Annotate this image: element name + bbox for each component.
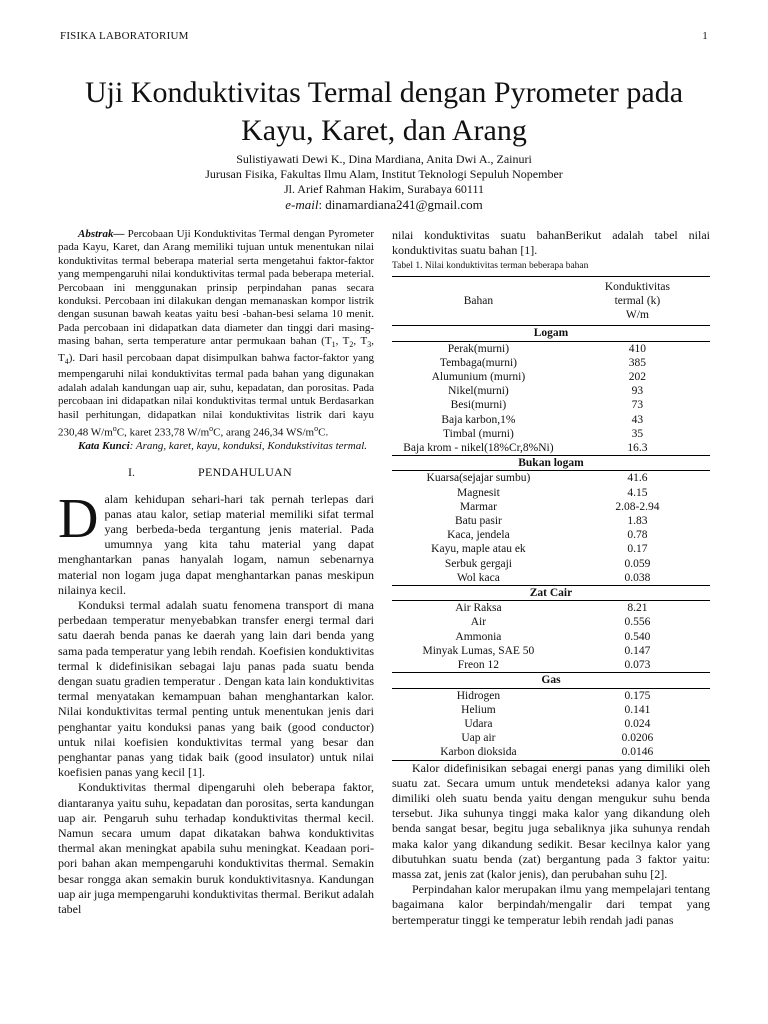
cell-bahan: Besi(murni) (450, 399, 507, 412)
paper-title (40, 74, 728, 150)
cell-konduktivitas: 73 (631, 399, 644, 412)
author-email-line (40, 197, 728, 213)
right-column (392, 228, 710, 928)
author-block (40, 152, 728, 213)
table-row (392, 398, 710, 412)
table-row (392, 471, 710, 486)
table-row (392, 341, 710, 356)
cell-bahan: Uap air (461, 732, 496, 745)
cell-bahan: Baja karbon,1% (441, 413, 516, 426)
introduction-body (58, 487, 374, 918)
table-row (392, 630, 710, 644)
author-affiliation: Jurusan Fisika, Fakultas Ilmu Alam, Institut Teknologi Sepuluh Nopember (205, 167, 563, 181)
table-row (392, 745, 710, 760)
cell-konduktivitas: 0.024 (624, 717, 651, 730)
table-row (392, 384, 710, 398)
conductivity-table (392, 276, 710, 761)
table-row (392, 717, 710, 731)
table-row (392, 557, 710, 571)
table-header-row (392, 276, 710, 326)
title-line-1: Uji Konduktivitas Termal dengan Pyrometer pada (84, 76, 684, 109)
intro-paragraph-2: Konduksi termal adalah suatu fenomena transport di mana perbedaan temperatur menyebabkan transfer energi termal dari satu daerah benda panas ke daerah yang lain dari benda yang sama pada temperatur yang lebih rendah. Koefisien konduktivitas termal k didefinisikan sebagai laju panas pada suatu benda dengan suatu gradien temperatur . Dengan kata lain konduktivitas termal menyatakan kemampuan bahan menghantarkan kalor. Nilai konduktivitas termal penting untuk menentukan jenis dari penghantar yaitu konduksi panas yang baik (good conductor) untuk nilai koefisien konduktivitas termal yang besar dan penghantar panas yang tidak baik (good insulator) untuk nilai koefisien panas yang kecil [1]. (58, 597, 374, 780)
cell-konduktivitas: 93 (631, 385, 644, 398)
table-group-row (392, 673, 710, 688)
table-row (392, 370, 710, 384)
cell-konduktivitas: 0.78 (627, 529, 648, 542)
table-group-row (392, 456, 710, 471)
cell-bahan: Udara (464, 717, 493, 730)
cell-bahan: Alumunium (murni) (431, 371, 526, 384)
cell-konduktivitas: 0.038 (624, 571, 651, 584)
perpindahan-paragraph: Perpindahan kalor merupakan ilmu yang mempelajari tentang bagaimana kalor berpindah/mengalir dari tempat yang bertemperatur tinggi ke temperatur lebih rendah jadi panas (392, 882, 710, 927)
table-row (392, 528, 710, 542)
author-names: Sulistiyawati Dewi K., Dina Mardiana, Anita Dwi A., Zainuri (236, 152, 532, 166)
group-label: Zat Cair (392, 586, 710, 601)
keywords: Kata Kunci: Arang, karet, kayu, konduksi, Kondukstivitas termal. (78, 440, 368, 453)
cell-bahan: Hidrogen (456, 689, 501, 702)
table-row (392, 731, 710, 745)
table-row (392, 703, 710, 717)
cell-bahan: Freon 12 (457, 659, 500, 672)
table-row (392, 356, 710, 370)
section-heading-pendahuluan (58, 466, 374, 482)
abstract: Abstrak— Percobaan Uji Konduktivitas Termal dengan Pyrometer pada Kayu, Karet, dan Arang memiliki tujuan untuk menentukan nilai konduktivitas termal beberapa material serta mengetahui faktor-faktor yang mempengaruhi nilai konduktivitas termal pada beberapa meterial. Percobaan ini menggunakan prinsip perpindahan panas secara konduksi. Percobaan ini dilakukan dengan memanaskan kompor listrik dengan susunan bawah keatas yaitu besi -bahan-besi selama 10 menit. Pada percobaan ini didapatkan data diameter dan tinggi dari masing-masing bahan, serta temperature antar permukaan bahan ($T_1$, $T_2$, $T_3$, $T_4$). Dari hasil percobaan dapat disimpulkan bahwa factor-faktor yang mempengaruhi nilai konduktivitas termal pada bahan yang digunakan adalah adalah kandungan uap air, suhu, kepadatan, dan porositas. Pada percobaan ini didapatkan nilai konduktivitas termal untuk Berdasarkan hasil perhitungan, didapatkan nilai konduktivitas listrik dari kayu 230,48 $W/m^oC$, karet 233,78 $W/m^oC$, arang 246,34 $WS/m^oC$. (58, 228, 374, 439)
cell-konduktivitas: 0.141 (624, 703, 651, 716)
section-number: I. (128, 464, 135, 479)
cell-bahan: Karbon dioksida (392, 745, 565, 760)
table-row (392, 427, 710, 441)
cell-konduktivitas: 2.08-2.94 (615, 500, 660, 513)
table-body (392, 326, 710, 760)
cell-bahan: Marmar (459, 500, 497, 513)
cell-konduktivitas: 41.6 (627, 472, 648, 485)
cell-konduktivitas: 0.0146 (565, 745, 710, 760)
group-label: Gas (392, 673, 710, 688)
cell-bahan: Kuarsa(sejajar sumbu) (426, 472, 531, 485)
table-group-row (392, 586, 710, 601)
table-row (392, 644, 710, 658)
author-email[interactable]: : dinamardiana241@gmail.com (318, 197, 483, 212)
cell-konduktivitas: 0.0206 (621, 732, 654, 745)
table-row (392, 486, 710, 500)
running-header (60, 30, 708, 44)
column-header-konduktivitas: Konduktivitas termal (k) W/m (565, 276, 710, 326)
table-row (392, 500, 710, 514)
column-header-bahan: Bahan (392, 276, 565, 326)
email-label: e-mail (285, 197, 319, 212)
cell-bahan: Minyak Lumas, SAE 50 (422, 644, 535, 657)
cell-konduktivitas: 202 (628, 371, 647, 384)
right-body (392, 761, 710, 928)
kalor-paragraph: Kalor didefinisikan sebagai energi panas yang dimiliki oleh suatu zat. Secara umum untuk mendeteksi adanya kalor yang dimiliki oleh suatu benda yaitu dengan mengukur suhu benda tersebut. Jika suhunya tinggi maka kalor yang dikandung oleh benda sangat besar, begitu juga sebaliknya jika suhunya rendah maka kalor yang dikandung sedikit. Besar kecilnya kalor yang dibutuhkan suatu benda (zat) bergantung pada 3 faktor yaitu: massa zat, jenis zat (kalor jenis), dan perubahan suhu [2]. (392, 760, 710, 881)
cell-konduktivitas: 410 (628, 342, 647, 355)
author-address: Jl. Arief Rahman Hakim, Surabaya 60111 (283, 182, 485, 196)
group-label: Bukan logam (392, 456, 710, 471)
cell-bahan: Kaca, jendela (447, 529, 510, 542)
cell-bahan: Air Raksa (455, 602, 502, 615)
cell-konduktivitas: 0.147 (624, 644, 651, 657)
cell-bahan: Nikel(murni) (448, 385, 509, 398)
cell-bahan: Serbuk gergaji (444, 557, 512, 570)
drop-cap: D (58, 487, 99, 550)
keywords-label: Kata Kunci (78, 440, 130, 453)
table-row (392, 441, 710, 456)
cell-konduktivitas: 0.059 (624, 557, 651, 570)
table-group-row (392, 326, 710, 341)
table-caption: Tabel 1. Nilai konduktivitas terman beberapa bahan (392, 261, 589, 272)
cell-konduktivitas: 43 (631, 413, 644, 426)
title-line-2: Kayu, Karet, dan Arang (241, 114, 527, 147)
cell-konduktivitas: 0.175 (624, 689, 651, 702)
group-label: Logam (392, 326, 710, 341)
cell-konduktivitas: 35 (631, 427, 644, 440)
table-row (392, 413, 710, 427)
cell-konduktivitas: 0.540 (624, 630, 651, 643)
table-row (392, 542, 710, 556)
cell-konduktivitas: 0.17 (627, 543, 648, 556)
journal-name: FISIKA LABORATORIUM (60, 30, 189, 42)
cell-bahan: Tembaga(murni) (439, 356, 517, 369)
table-intro-text: nilai konduktivitas suatu bahanBerikut adalah tabel nilai konduktivitas suatu bahan [1]. (392, 228, 710, 258)
table-row (392, 615, 710, 629)
intro-paragraph-1: Dalam kehidupan sehari-hari tak pernah terlepas dari panas atau kalor, setiap material memiliki sifat termal yang berbeda-beda tergantung jenis material. Pada umumnya yang kita tahu material yang dapat menghantarkan panas hanyalah logam, namun sebenarnya material non logam juga dapat menghantarkan panas meskipun nilainya kecil. (58, 487, 374, 597)
table-row (392, 571, 710, 586)
cell-bahan: Baja krom - nikel(18%Cr,8%Ni) (403, 442, 554, 455)
cell-bahan: Perak(murni) (447, 342, 510, 355)
cell-bahan: Ammonia (455, 630, 502, 643)
cell-konduktivitas: 8.21 (627, 602, 648, 615)
cell-bahan: Batu pasir (454, 515, 502, 528)
left-column (58, 228, 374, 917)
cell-bahan: Timbal (murni) (443, 427, 514, 440)
cell-bahan: Magnesit (457, 486, 500, 499)
cell-konduktivitas: 385 (628, 356, 647, 369)
cell-konduktivitas: 0.556 (624, 616, 651, 629)
cell-konduktivitas: 0.073 (624, 659, 651, 672)
cell-bahan: Kayu, maple atau ek (431, 543, 526, 556)
table-row (392, 514, 710, 528)
intro-paragraph-3: Konduktivitas thermal dipengaruhi oleh beberapa faktor, diantaranya yaitu suhu, kepadatan dan porositas, serta kandungan uap air. Pengaruh suhu terhadap konduktivitas thermal kecil. Namun secara umum dapat dikatakan bahwa konduktivitas thermal akan meningkat apabila suhu meningkat. Keadaan pori-pori bahan akan mempengaruhi konduktivitas thermal. Semakin besar rongga akan semakin buruk konduktivitasnya. Kandungan uap air juga mempengaruhi konduktivitas thermal. Berikut adalah tabel (58, 780, 374, 917)
table-row (392, 601, 710, 616)
abstract-label: Abstrak— (78, 228, 125, 240)
table-row (392, 688, 710, 703)
cell-bahan: Wol kaca (457, 571, 500, 584)
cell-konduktivitas: 4.15 (627, 486, 648, 499)
cell-konduktivitas: 1.83 (627, 515, 648, 528)
cell-bahan: Air (470, 616, 487, 629)
table-row (392, 658, 710, 673)
cell-bahan: Helium (461, 703, 496, 716)
page-number: 1 (702, 30, 708, 42)
cell-konduktivitas: 16.3 (627, 442, 648, 455)
section-title: PENDAHULUAN (198, 464, 292, 479)
